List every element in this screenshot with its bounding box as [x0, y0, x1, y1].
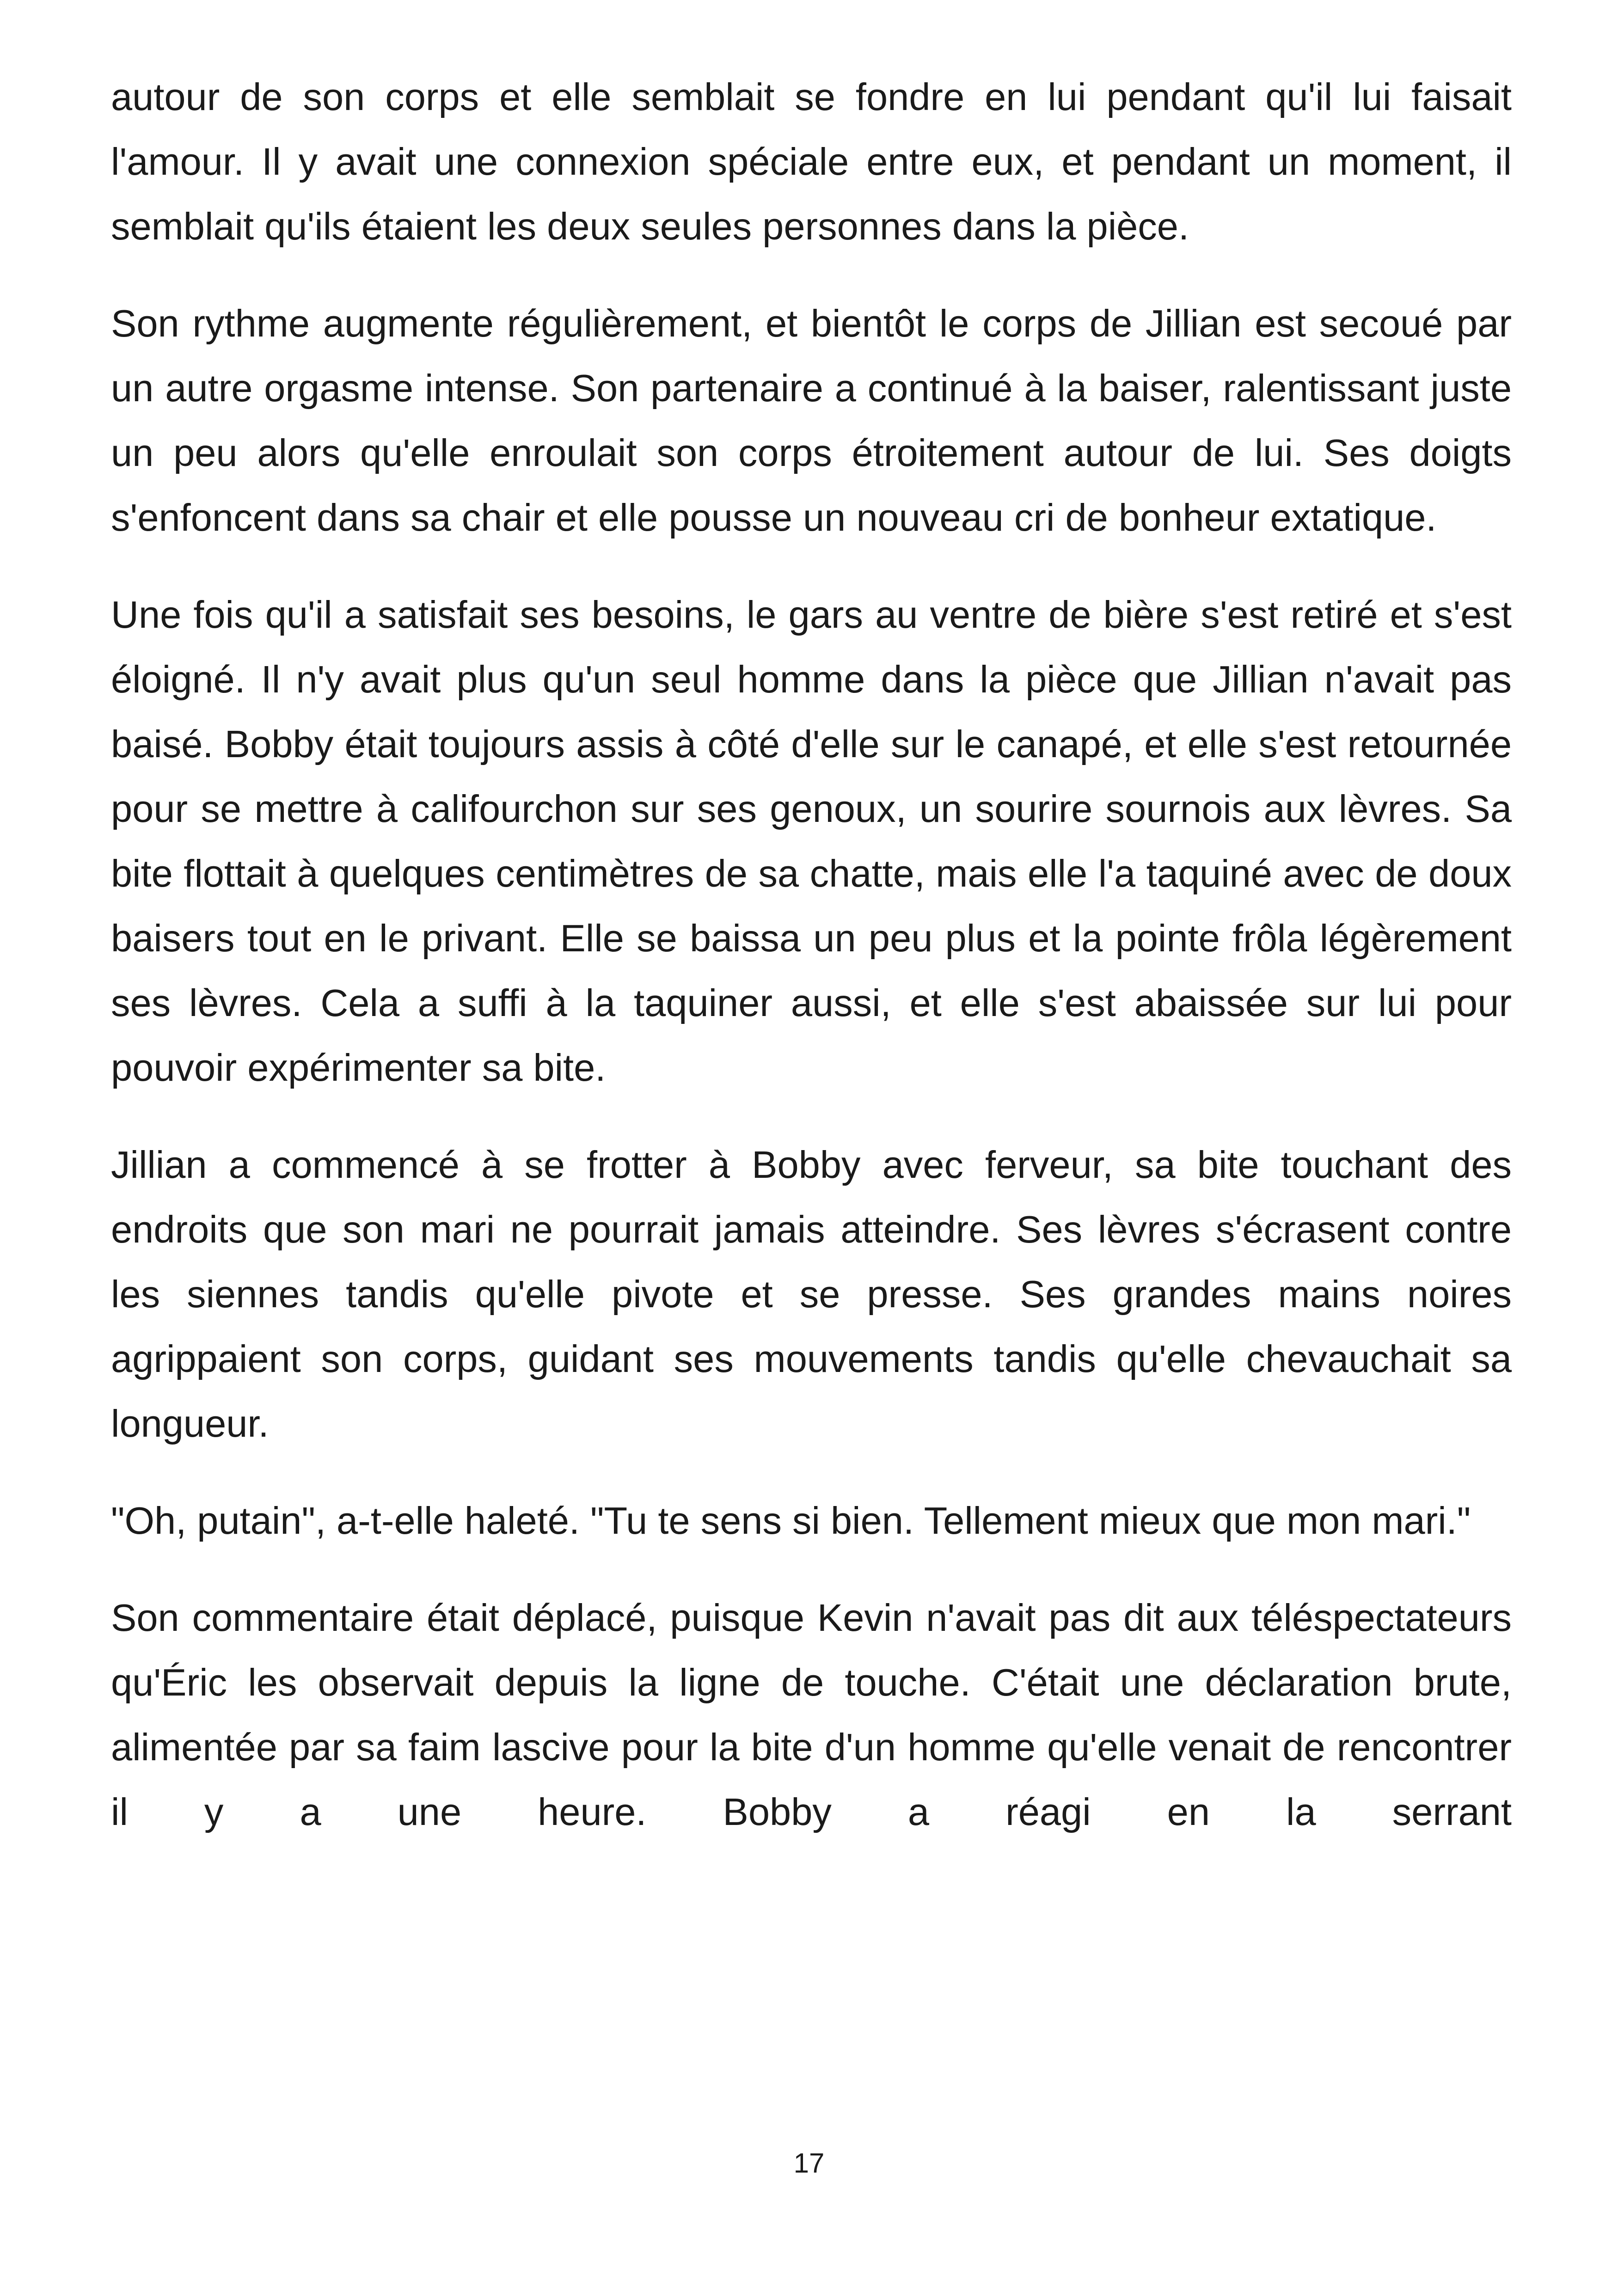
body-text	[111, 65, 1512, 1877]
paragraph-1: autour de son corps et elle semblait se fondre en lui pendant qu'il lui faisait l'amour. Il y avait une connexion spéciale entre eux, et pendant un moment, il semblait qu'ils étaient les deux seules personnes dans la pièce.	[111, 75, 1512, 248]
paragraph-5: "Oh, putain", a-t-elle haleté. "Tu te sens si bien. Tellement mieux que mon mari."	[111, 1499, 1471, 1542]
paragraph-3: Une fois qu'il a satisfait ses besoins, le gars au ventre de bière s'est retiré et s'est éloigné. Il n'y avait plus qu'un seul homme dans la pièce que Jillian n'avait pas baisé. Bobby était toujours assis à côté d'elle sur le canapé, et elle s'est retournée pour se mettre à califourchon sur ses genoux, un sourire sournois aux lèvres. Sa bite flottait à quelques centimètres de sa chatte, mais elle l'a taquiné avec de doux baisers tout en le privant. Elle se baissa un peu plus et la pointe frôla légèrement ses lèvres. Cela a suffi à la taquiner aussi, et elle s'est abaissée sur lui pour pouvoir expérimenter sa bite.	[111, 593, 1512, 1089]
paragraph-6: Son commentaire était déplacé, puisque Kevin n'avait pas dit aux téléspectateurs qu'Éric les observait depuis la ligne de touche. C'était une déclaration brute, alimentée par sa faim lascive pour la bite d'un homme qu'elle venait de rencontrer il y a une heure. Bobby a réagi en la serrant	[111, 1596, 1512, 1833]
paragraph-2: Son rythme augmente régulièrement, et bientôt le corps de Jillian est secoué par un autre orgasme intense. Son partenaire a continué à la baiser, ralentissant juste un peu alors qu'elle enroulait son corps étroitement autour de lui. Ses doigts s'enfoncent dans sa chair et elle pousse un nouveau cri de bonheur extatique.	[111, 302, 1512, 539]
page-number: 17	[793, 2148, 825, 2179]
paragraph-4: Jillian a commencé à se frotter à Bobby avec ferveur, sa bite touchant des endroits que son mari ne pourrait jamais atteindre. Ses lèvres s'écrasent contre les siennes tandis qu'elle pivote et se presse. Ses grandes mains noires agrippaient son corps, guidant ses mouvements tandis qu'elle chevauchait sa longueur.	[111, 1143, 1512, 1445]
